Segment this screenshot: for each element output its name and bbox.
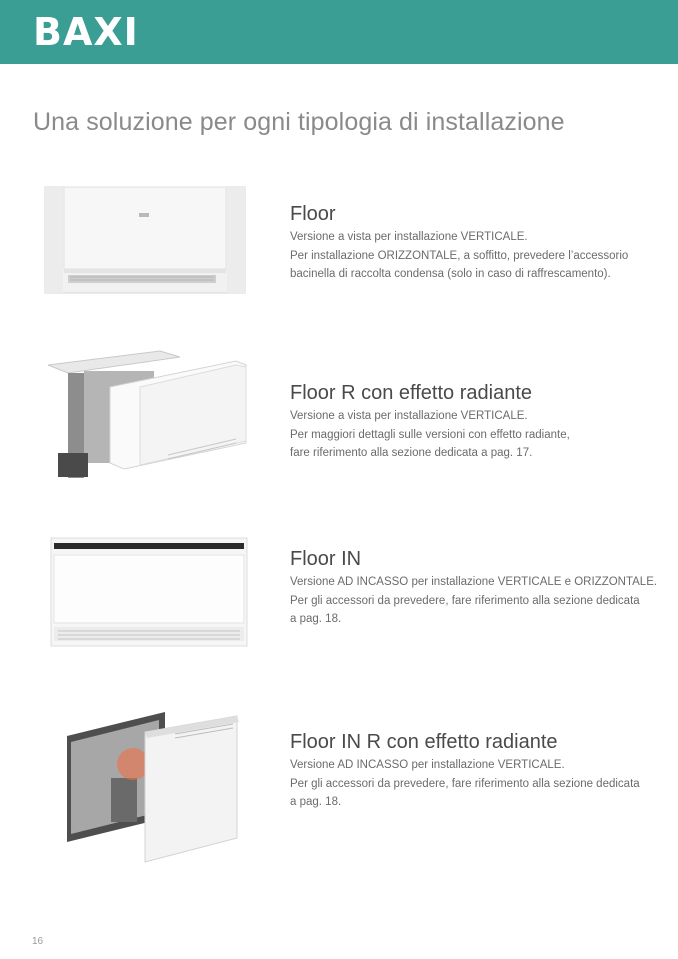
floor-in-r-unit-image xyxy=(55,708,255,873)
product-description-line: Per gli accessori da prevedere, fare riferimento alla sezione dedicata xyxy=(290,777,640,790)
product-text xyxy=(290,202,650,284)
product-description-line: Per maggiori dettagli sulle versioni con effetto radiante, xyxy=(290,428,570,441)
product-name: Floor IN xyxy=(290,548,362,570)
header-bar xyxy=(0,0,678,64)
floor-unit-image xyxy=(44,185,254,303)
product-description-line: bacinella di raccolta condensa (solo in caso di raffrescamento). xyxy=(290,268,611,280)
product-name: Floor R con effetto radiante xyxy=(290,382,532,404)
product-description-line: a pag. 18. xyxy=(290,613,342,625)
product-description-line: Versione AD INCASSO per installazione VERTICALE e ORIZZONTALE. xyxy=(290,576,658,588)
product-description-line: Versione a vista per installazione VERTICALE. xyxy=(290,410,528,422)
baxi-logo: BAXI xyxy=(33,10,139,54)
product-description-line: Versione a vista per installazione VERTICALE. xyxy=(290,231,528,243)
product-description-line: fare riferimento alla sezione dedicata a pag. 17. xyxy=(290,447,533,459)
floor-r-unit-image xyxy=(40,343,254,503)
product-description-line: a pag. 18. xyxy=(290,796,342,808)
product-name: Floor IN R con effetto radiante xyxy=(290,731,558,753)
product-description-line: Versione AD INCASSO per installazione VERTICALE. xyxy=(290,759,565,771)
product-text xyxy=(290,381,650,463)
product-description-line: Per installazione ORIZZONTALE, a soffitto, prevedere l’accessorio xyxy=(290,249,629,262)
product-description-line: Per gli accessori da prevedere, fare riferimento alla sezione dedicata xyxy=(290,594,640,607)
floor-in-unit-image xyxy=(50,537,250,649)
page-number: 16 xyxy=(32,936,44,947)
page-title: Una soluzione per ogni tipologia di installazione xyxy=(33,108,565,136)
product-name: Floor xyxy=(290,203,336,225)
product-text xyxy=(290,547,658,629)
product-text xyxy=(290,730,650,812)
